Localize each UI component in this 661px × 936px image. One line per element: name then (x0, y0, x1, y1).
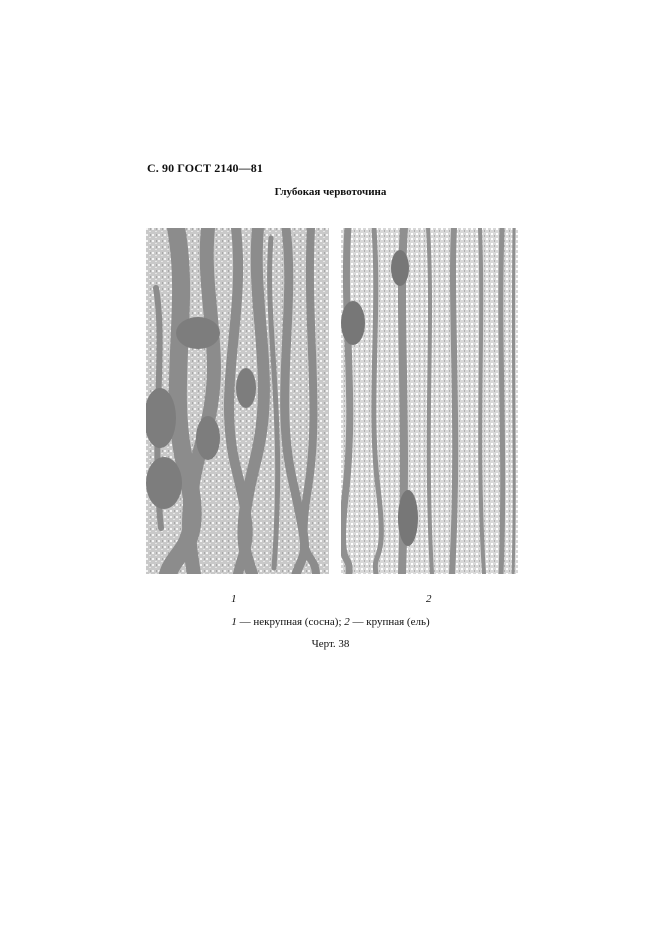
legend-number-1: 1 (231, 616, 237, 628)
page-header: С. 90 ГОСТ 2140—81 (147, 161, 263, 175)
figure-title: Глубокая червоточина (274, 186, 387, 198)
legend-number-2: 2 (344, 616, 350, 628)
wood-figure (146, 228, 518, 574)
figure-caption: Черт. 38 (311, 638, 350, 650)
legend-text-2: — крупная (ель) (352, 616, 430, 628)
panel-label-2: 2 (426, 593, 432, 605)
panel-label-1: 1 (231, 593, 237, 605)
panel-1-image (146, 228, 329, 574)
wood-texture-image (146, 228, 518, 574)
legend-text-1: — некрупная (сосна); (239, 616, 345, 628)
panel-2-image (341, 228, 518, 574)
figure-legend (0, 616, 661, 628)
